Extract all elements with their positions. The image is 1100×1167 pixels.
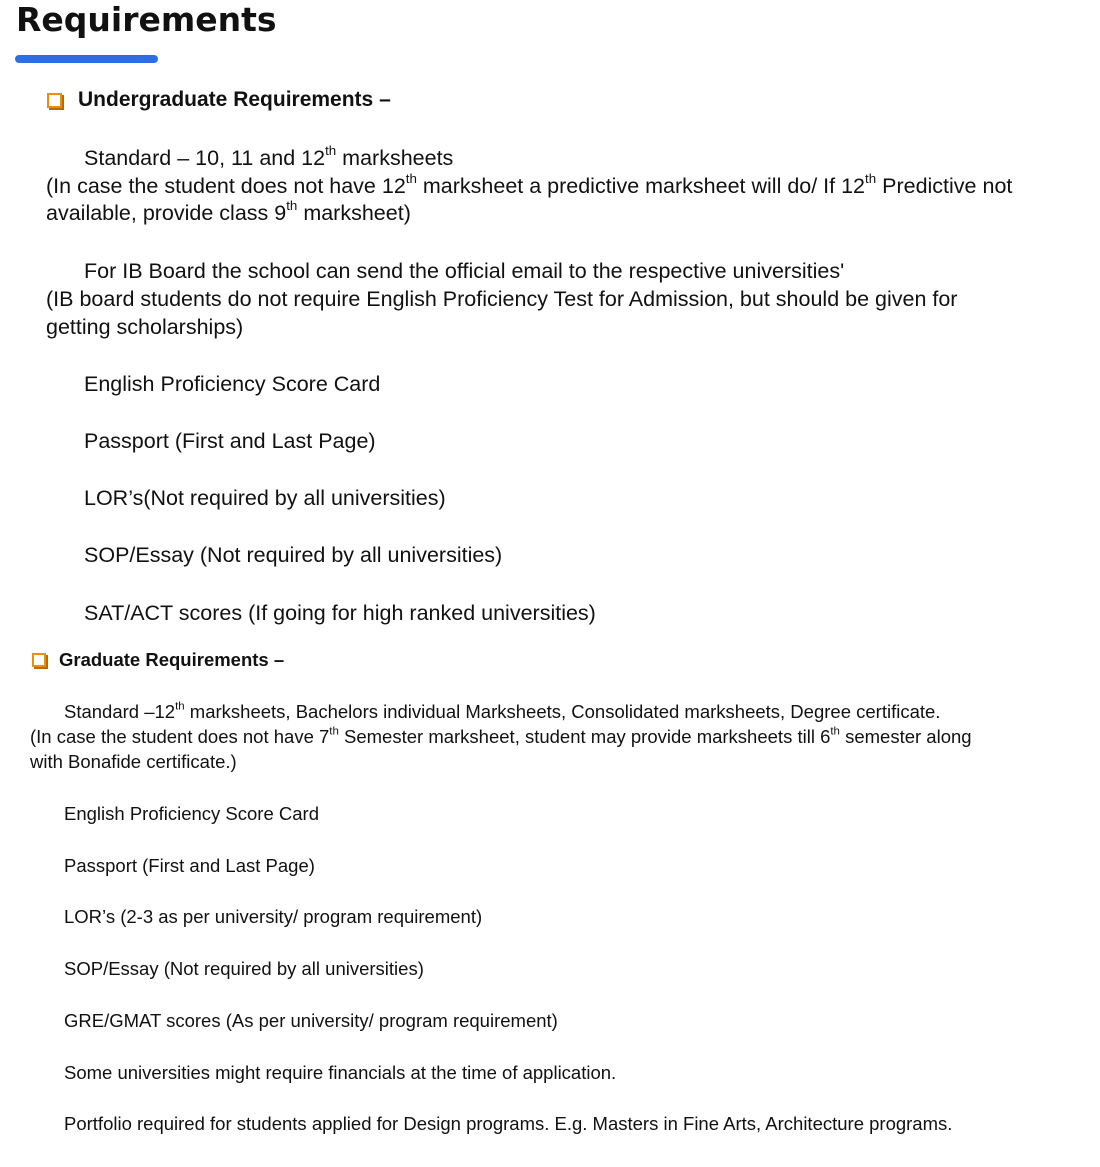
ug-item-passport: Passport (First and Last Page) [84, 429, 376, 453]
square-bullet-icon [32, 653, 46, 667]
grad-item-standard [64, 699, 940, 724]
ug-item-standard [84, 144, 453, 172]
ug-note-a: (In case the student does not have 12 [46, 174, 406, 198]
ug-item-english-proficiency: English Proficiency Score Card [84, 372, 381, 396]
grad-item-sop: SOP/Essay (Not required by all universities) [64, 958, 424, 979]
grad-note-a: (In case the student does not have 7 [30, 726, 330, 747]
ug-item-sat-act: SAT/ACT scores (If going for high ranked universities) [84, 601, 596, 625]
ug-note-sup-c: th [286, 198, 298, 214]
grad-standard-pre: Standard –12 [64, 701, 176, 722]
ug-standard-sup: th [325, 143, 337, 159]
grad-item-portfolio: Portfolio required for students applied for Design programs. E.g. Masters in Fine Arts, Architecture programs. [64, 1113, 953, 1134]
ug-note-b: marksheet a predictive marksheet will do/ If 12 [416, 174, 866, 198]
grad-item-financials: Some universities might require financials at the time of application. [64, 1062, 617, 1083]
grad-standard-note-line1 [30, 724, 972, 749]
ug-note-c: Predictive not [876, 174, 1013, 198]
title-underline [15, 55, 158, 63]
undergraduate-heading [47, 86, 391, 114]
ug-item-ib-board: For IB Board the school can send the official email to the respective universities' [84, 259, 845, 283]
graduate-heading-text: Graduate Requirements – [59, 649, 285, 670]
grad-item-english-proficiency: English Proficiency Score Card [64, 803, 319, 824]
grad-note-sup-a: th [329, 725, 339, 738]
ug-ib-note-line2: getting scholarships) [46, 315, 244, 339]
ug-standard-note-line1 [46, 172, 1012, 200]
page-title: Requirements [16, 0, 277, 39]
ug-standard-pre: Standard – 10, 11 and 12 [84, 146, 326, 170]
grad-note-b: Semester marksheet, student may provide marksheets till 6 [338, 726, 831, 747]
ug-standard-post: marksheets [336, 146, 454, 170]
ug-note-sup-a: th [405, 171, 417, 187]
ug-note-e: marksheet) [297, 201, 411, 225]
ug-note-d: available, provide class 9 [46, 201, 287, 225]
ug-item-sop: SOP/Essay (Not required by all universities) [84, 543, 503, 567]
grad-note-sup-b: th [830, 725, 840, 738]
ug-item-lor: LOR’s(Not required by all universities) [84, 486, 446, 510]
ug-standard-note-line2 [46, 199, 411, 227]
grad-item-lor: LOR’s (2-3 as per university/ program requirement) [64, 906, 483, 927]
square-bullet-icon [47, 93, 62, 108]
grad-standard-sup: th [175, 700, 185, 713]
grad-standard-note-line2: with Bonafide certificate.) [30, 751, 237, 772]
grad-note-c: semester along [839, 726, 972, 747]
ug-note-sup-b: th [865, 171, 877, 187]
undergraduate-heading-text: Undergraduate Requirements – [78, 88, 391, 111]
grad-standard-post: marksheets, Bachelors individual Marksheets, Consolidated marksheets, Degree certificate. [184, 701, 941, 722]
ug-ib-note-line1: (IB board students do not require English Proficiency Test for Admission, but should be given for [46, 287, 958, 311]
graduate-heading [32, 647, 284, 672]
grad-item-gre-gmat: GRE/GMAT scores (As per university/ program requirement) [64, 1010, 558, 1031]
grad-item-passport: Passport (First and Last Page) [64, 855, 315, 876]
